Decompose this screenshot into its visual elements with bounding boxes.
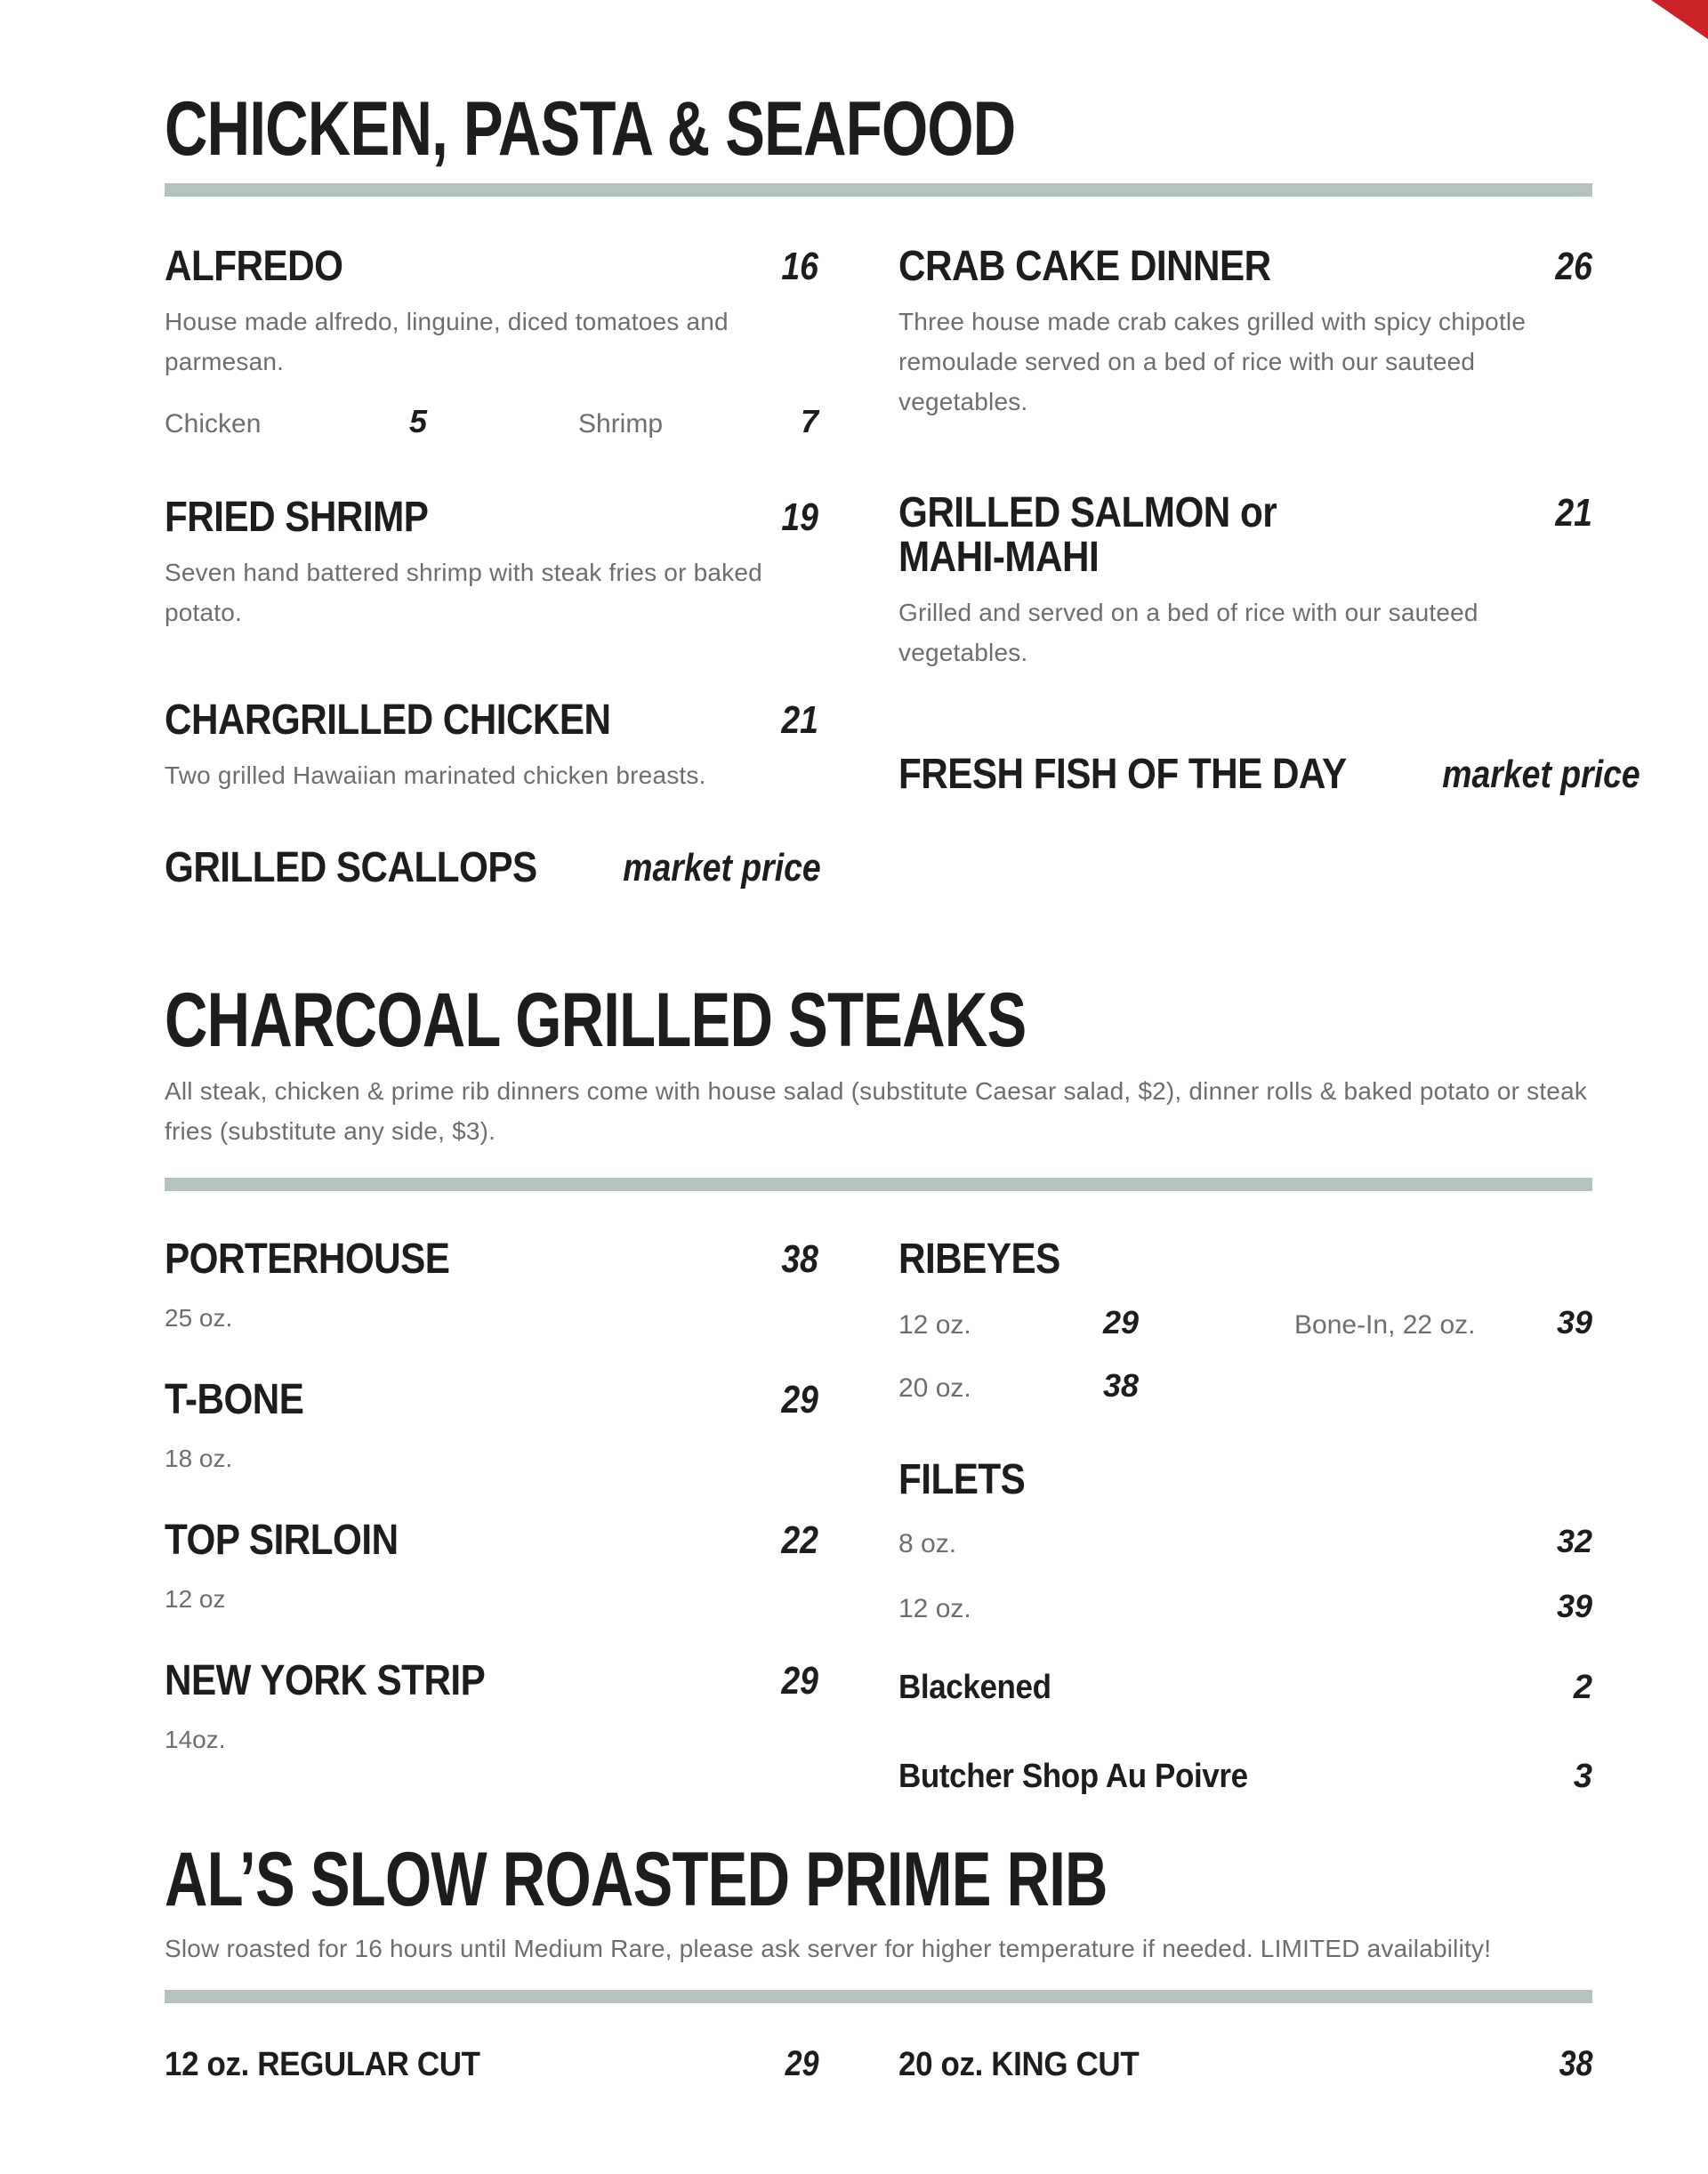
corner-accent xyxy=(1651,0,1708,39)
item-name: CHARGRILLED CHICKEN xyxy=(165,696,611,744)
item-head xyxy=(165,495,818,540)
filets-row-1 xyxy=(898,1524,1592,1562)
item-price: 38 xyxy=(781,1237,818,1281)
addon-label: Shrimp xyxy=(578,409,664,439)
menu-item-alfredo xyxy=(165,245,818,440)
item-head xyxy=(165,1659,818,1703)
item-description: Grilled and served on a bed of rice with our sauteed vegetables. xyxy=(898,599,1478,666)
item-price: 38 xyxy=(1559,2044,1592,2083)
filets-row-2 xyxy=(898,1589,1592,1627)
item-description: Three house made crab cakes grilled with spicy chipotle remoulade served on a bed of rice with our sauteed vegetables. xyxy=(898,308,1527,415)
item-price: market price xyxy=(623,846,821,890)
section-title-steaks: CHARCOAL GRILLED STEAKS xyxy=(165,978,1027,1063)
item-price: 29 xyxy=(781,1378,818,1421)
item-head xyxy=(898,751,1641,798)
item-name: PORTERHOUSE xyxy=(165,1236,450,1283)
steaks-columns xyxy=(165,1237,1592,1796)
item-name-line2: MAHI-MAHI xyxy=(898,534,1100,581)
size-price: 32 xyxy=(1556,1523,1592,1559)
item-size: 12 oz xyxy=(165,1585,226,1613)
item-head xyxy=(165,245,818,289)
item-name: NEW YORK STRIP xyxy=(165,1657,486,1704)
item-price: market price xyxy=(1442,753,1641,796)
item-head xyxy=(165,844,821,891)
prime-rib-row xyxy=(165,2044,1592,2084)
item-head xyxy=(165,1378,818,1422)
item-size: 18 oz. xyxy=(165,1445,233,1472)
item-size: 14oz. xyxy=(165,1726,226,1753)
menu-page xyxy=(165,0,1641,2084)
item-name-line1: GRILLED SALMON or xyxy=(898,489,1277,536)
menu-item-chargrilled-chicken xyxy=(165,698,818,795)
size-price: 39 xyxy=(1556,1588,1592,1624)
steaks-note: All steak, chicken & prime rib dinners come with house salad (substitute Caesar salad, $2), dinner rolls & baked potato or steak fries (substitute any side, $3). xyxy=(165,1077,1588,1145)
addon-price: 5 xyxy=(408,403,427,439)
menu-item-fried-shrimp xyxy=(165,495,818,632)
item-size: 25 oz. xyxy=(165,1304,233,1332)
menu-item-fresh-fish xyxy=(898,751,1641,798)
seafood-right-column xyxy=(898,243,1641,798)
group-heading-ribeyes: RIBEYES xyxy=(898,1236,1060,1283)
size-price: 38 xyxy=(1102,1367,1139,1404)
size-label: 12 oz. xyxy=(898,1310,971,1340)
item-name: FRIED SHRIMP xyxy=(165,494,429,541)
menu-item-top-sirloin xyxy=(165,1518,818,1613)
item-name: CRAB CAKE DINNER xyxy=(898,243,1271,290)
size-price: 39 xyxy=(1556,1304,1592,1341)
ribeyes-row-2 xyxy=(898,1368,1592,1406)
item-price: 22 xyxy=(781,1518,818,1562)
prime-rib-note: Slow roasted for 16 hours until Medium Rare, please ask server for higher temperature if needed. LIMITED availability! xyxy=(165,1935,1492,1962)
steaks-right-column xyxy=(898,1237,1592,1796)
extra-label: Butcher Shop Au Poivre xyxy=(898,1758,1248,1795)
item-name: ALFREDO xyxy=(165,243,343,290)
item-head xyxy=(898,245,1592,289)
menu-item-crab-cake-dinner xyxy=(898,245,1592,422)
item-head xyxy=(165,698,818,743)
menu-item-king-cut xyxy=(898,2044,1592,2084)
menu-item-new-york-strip xyxy=(165,1659,818,1753)
extra-price: 3 xyxy=(1573,1758,1592,1795)
item-price: 21 xyxy=(1555,491,1592,535)
extra-au-poivre xyxy=(898,1757,1592,1796)
size-label: 8 oz. xyxy=(898,1529,957,1558)
item-price: 16 xyxy=(781,245,818,288)
seafood-left-column xyxy=(165,243,821,891)
size-price: 29 xyxy=(1102,1304,1139,1341)
section-title-prime-rib: AL’S SLOW ROASTED PRIME RIB xyxy=(165,1837,1108,1922)
item-name: TOP SIRLOIN xyxy=(165,1517,399,1564)
menu-item-t-bone xyxy=(165,1378,818,1472)
extra-price: 2 xyxy=(1573,1669,1592,1706)
item-name: 12 oz. REGULAR CUT xyxy=(165,2046,480,2083)
item-head xyxy=(165,1237,818,1282)
size-label: Bone-In, 22 oz. xyxy=(1294,1310,1476,1340)
item-head xyxy=(898,491,1592,580)
section-divider xyxy=(165,183,1592,197)
section-divider xyxy=(165,1990,1592,2003)
seafood-columns xyxy=(165,243,1641,891)
alfredo-addon-row xyxy=(165,403,818,440)
addon-label: Chicken xyxy=(165,409,262,439)
item-price: 19 xyxy=(781,495,818,539)
item-name-block xyxy=(898,491,1549,580)
item-description: Seven hand battered shrimp with steak fries or baked potato. xyxy=(165,559,762,626)
item-description: House made alfredo, linguine, diced tomatoes and parmesan. xyxy=(165,308,729,375)
item-price: 26 xyxy=(1555,245,1592,288)
menu-item-regular-cut xyxy=(165,2044,818,2084)
item-name: GRILLED SCALLOPS xyxy=(165,844,537,891)
group-heading-filets: FILETS xyxy=(898,1456,1026,1503)
item-price: 29 xyxy=(781,1659,818,1703)
item-description: Two grilled Hawaiian marinated chicken breasts. xyxy=(165,761,706,789)
item-head xyxy=(165,1518,818,1563)
size-label: 20 oz. xyxy=(898,1373,971,1403)
menu-item-grilled-scallops xyxy=(165,844,821,891)
ribeyes-row-1 xyxy=(898,1305,1592,1343)
extra-blackened xyxy=(898,1668,1592,1707)
item-name: FRESH FISH OF THE DAY xyxy=(898,751,1347,798)
item-name: T-BONE xyxy=(165,1376,304,1423)
section-title-seafood: CHICKEN, PASTA & SEAFOOD xyxy=(165,86,1016,172)
size-label: 12 oz. xyxy=(898,1594,971,1623)
addon-price: 7 xyxy=(800,403,818,439)
steaks-left-column xyxy=(165,1237,818,1753)
menu-item-grilled-salmon-mahi xyxy=(898,491,1592,672)
menu-item-porterhouse xyxy=(165,1237,818,1332)
section-divider xyxy=(165,1178,1592,1191)
item-price: 21 xyxy=(781,698,818,742)
item-name: 20 oz. KING CUT xyxy=(898,2046,1140,2083)
extra-label: Blackened xyxy=(898,1669,1051,1706)
item-price: 29 xyxy=(785,2044,818,2083)
